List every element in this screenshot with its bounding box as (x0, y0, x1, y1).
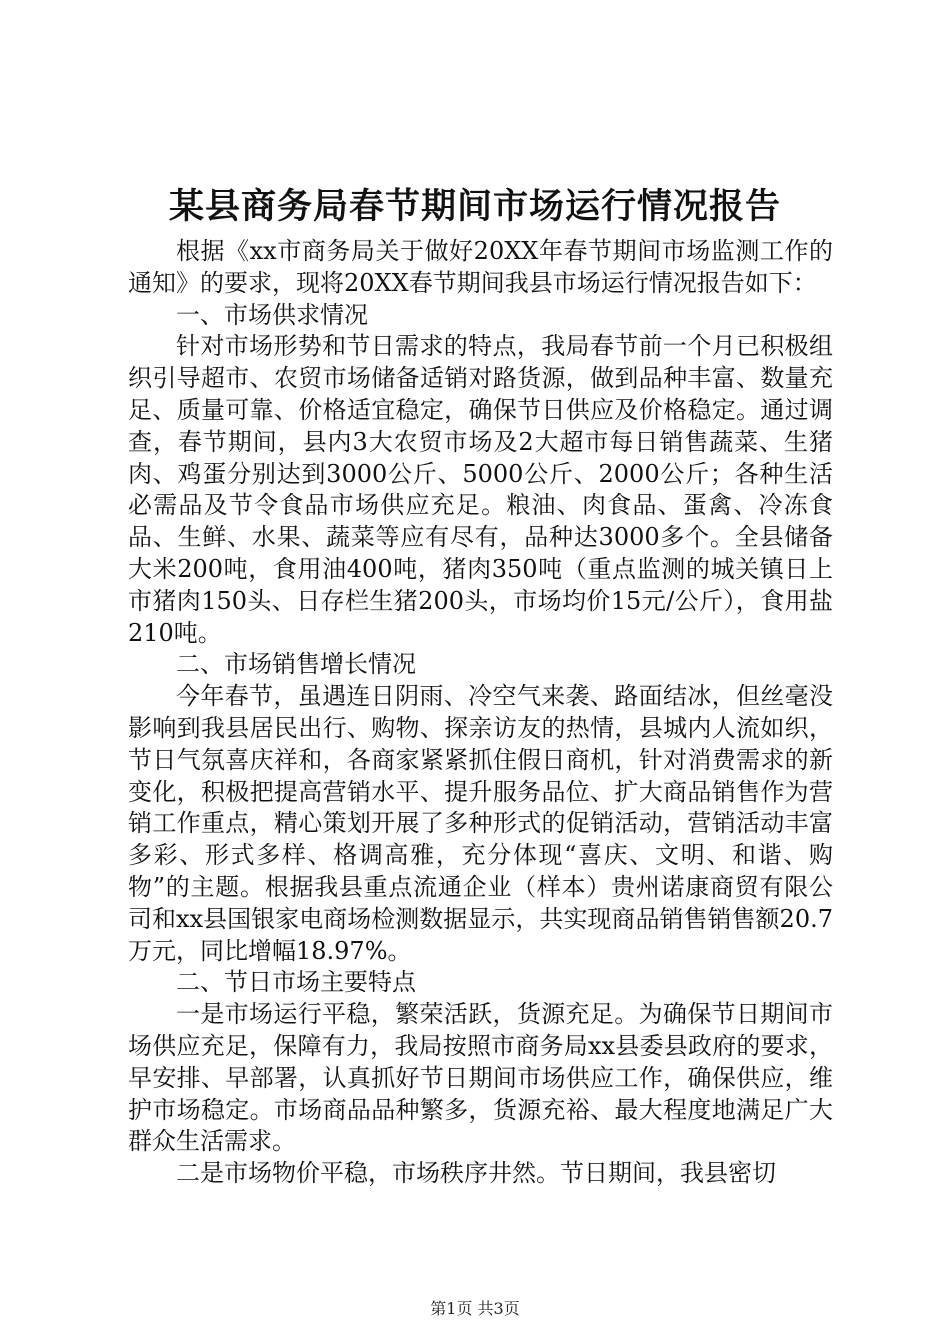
feature-one-paragraph: 一是市场运行平稳，繁荣活跃，货源充足。为确保节日期间市场供应充足，保障有力，我局按照市商务局xx县委县政府的要求，早安排、早部署，认真抓好节日期间市场供应工作，确保供应，维护市场稳定。市场商品品种繁多，货源充裕、最大程度地满足广大群众生活需求。 (128, 1000, 833, 1156)
section-heading-features: 二、节日市场主要特点 (176, 968, 416, 997)
section-heading-sales: 二、市场销售增长情况 (176, 650, 416, 679)
sales-paragraph: 今年春节，虽遇连日阴雨、冷空气来袭、路面结冰，但丝毫没影响到我县居民出行、购物、探亲访友的热情，县城内人流如织，节日气氛喜庆祥和，各商家紧紧抓住假日商机，针对消费需求的新变化，积极把提高营销水平、提升服务品位、扩大商品销售作为营销工作重点，精心策划开展了多种形式的促销活动，营销活动丰富多彩、形式多样、格调高雅，充分体现“喜庆、文明、和谐、购物”的主题。根据我县重点流通企业（样本）贵州诺康商贸有限公司和xx县国银家电商场检测数据显示，共实现商品销售销售额20.7万元，同比增幅18.97%。 (128, 682, 833, 965)
document-body (128, 236, 833, 1190)
feature-two-paragraph: 二是市场物价平稳，市场秩序井然。节日期间，我县密切 (176, 1159, 776, 1188)
intro-paragraph: 根据《xx市商务局关于做好20XX年春节期间市场监测工作的通知》的要求，现将20XX春节期间我县市场运行情况报告如下： (128, 237, 833, 297)
document-title: 某县商务局春节期间市场运行情况报告 (168, 186, 781, 227)
section-heading-supply: 一、市场供求情况 (176, 300, 368, 329)
supply-paragraph: 针对市场形势和节日需求的特点，我局春节前一个月已积极组织引导超市、农贸市场储备适销对路货源，做到品种丰富、数量充足、质量可靠、价格适宜稳定，确保节日供应及价格稳定。通过调查，春节期间，县内3大农贸市场及2大超市每日销售蔬菜、生猪肉、鸡蛋分别达到3000公斤、5000公斤、2000公斤；各种生活必需品及节令食品市场供应充足。粮油、肉食品、蛋禽、冷冻食品、生鲜、水果、蔬菜等应有尽有，品种达3000多个。全县储备大米200吨，食用油400吨，猪肉350吨（重点监测的城关镇日上市猪肉150头、日存栏生猪200头，市场均价15元/公斤），食用盐210吨。 (128, 332, 833, 647)
page-footer: 第1页 共3页 (430, 1299, 520, 1318)
